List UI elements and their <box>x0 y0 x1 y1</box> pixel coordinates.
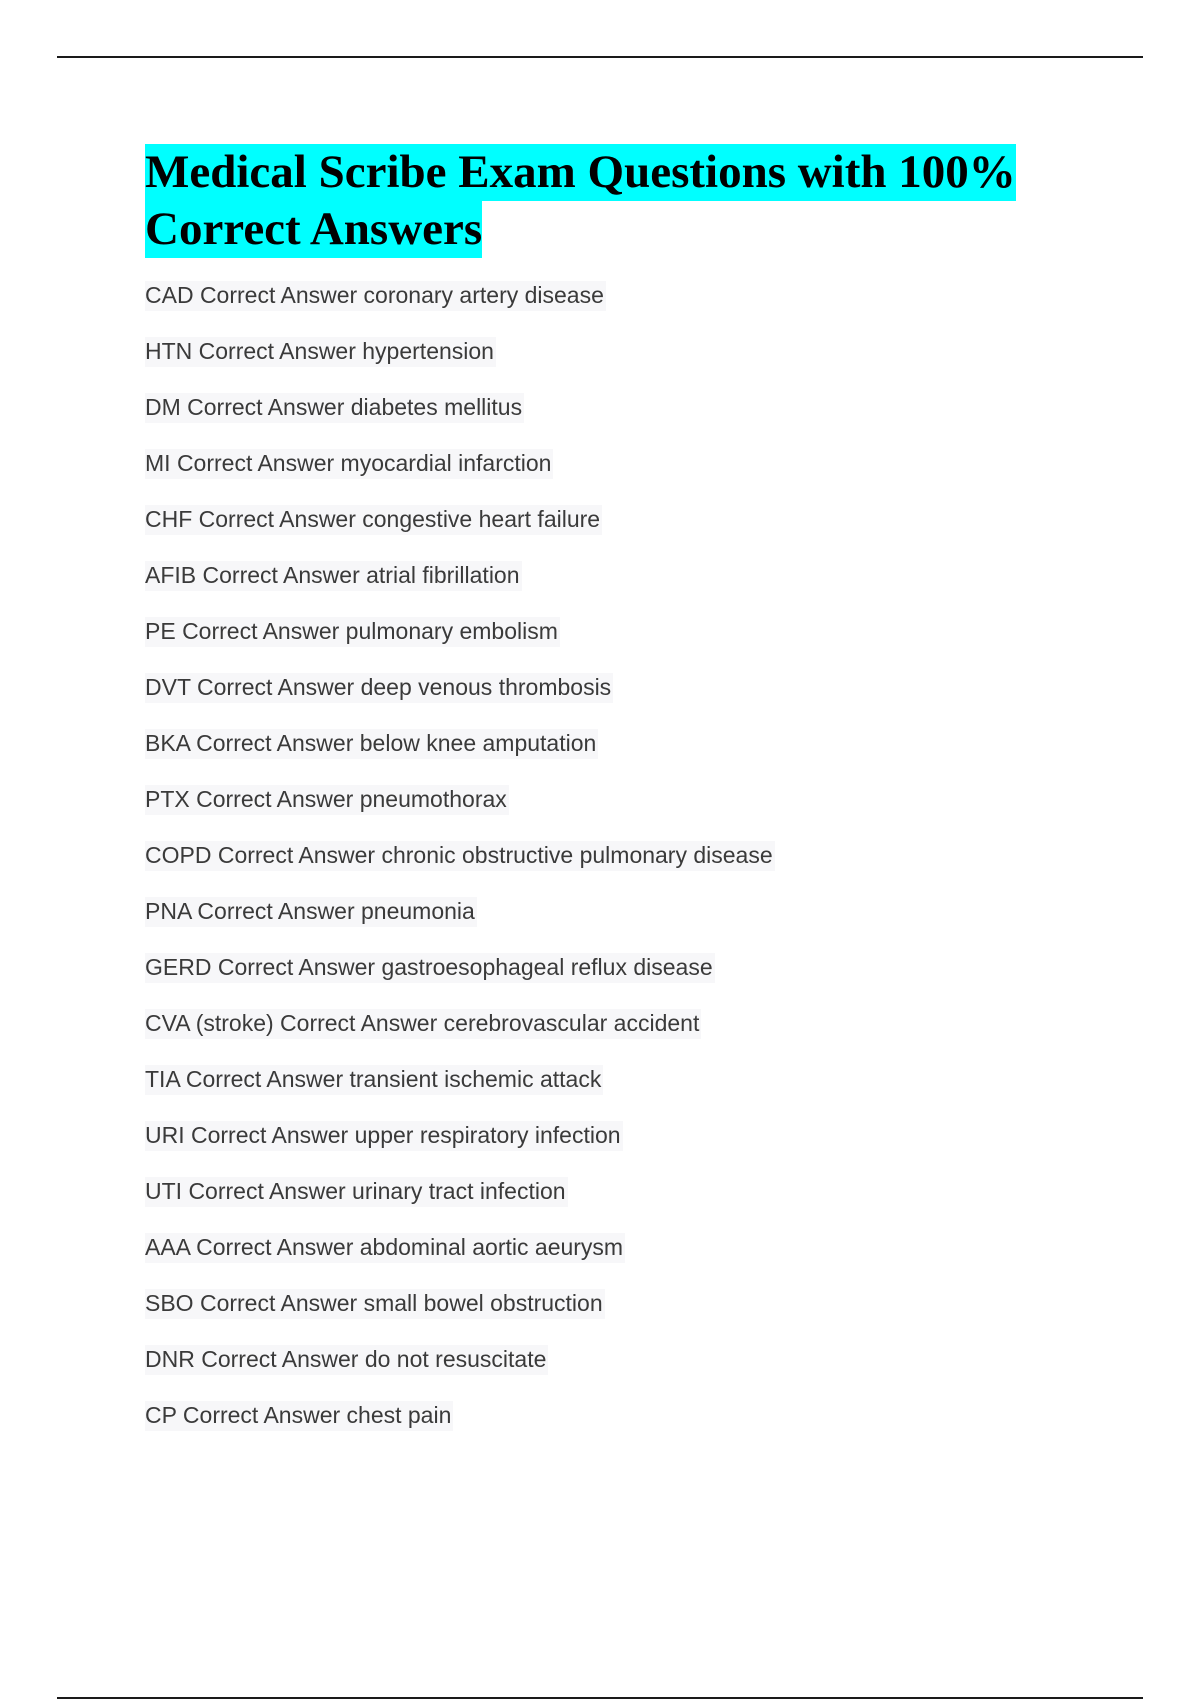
qa-item-tia: TIA Correct Answer transient ischemic attack <box>145 1064 1085 1120</box>
qa-item-afib: AFIB Correct Answer atrial fibrillation <box>145 560 1085 616</box>
qa-item-ptx: PTX Correct Answer pneumothorax <box>145 784 1085 840</box>
qa-item-dvt: DVT Correct Answer deep venous thrombosis <box>145 672 1085 728</box>
qa-item-pe: PE Correct Answer pulmonary embolism <box>145 616 1085 672</box>
qa-item-dnr: DNR Correct Answer do not resuscitate <box>145 1344 1085 1400</box>
qa-item-cva: CVA (stroke) Correct Answer cerebrovascular accident <box>145 1008 1085 1064</box>
qa-item-mi: MI Correct Answer myocardial infarction <box>145 448 1085 504</box>
bottom-rule <box>57 1697 1143 1699</box>
qa-item-chf: CHF Correct Answer congestive heart failure <box>145 504 1085 560</box>
qa-item-aaa: AAA Correct Answer abdominal aortic aeurysm <box>145 1232 1085 1288</box>
qa-item-sbo: SBO Correct Answer small bowel obstruction <box>145 1288 1085 1344</box>
qa-list <box>145 280 1085 1456</box>
qa-item-htn: HTN Correct Answer hypertension <box>145 336 1085 392</box>
qa-item-dm: DM Correct Answer diabetes mellitus <box>145 392 1085 448</box>
document-title <box>145 144 1085 258</box>
qa-item-cad: CAD Correct Answer coronary artery disease <box>145 280 1085 336</box>
top-rule <box>57 56 1143 58</box>
qa-item-cp: CP Correct Answer chest pain <box>145 1400 1085 1456</box>
qa-item-bka: BKA Correct Answer below knee amputation <box>145 728 1085 784</box>
qa-item-uti: UTI Correct Answer urinary tract infection <box>145 1176 1085 1232</box>
document-title-text: Medical Scribe Exam Questions with 100% Correct Answers <box>145 144 1016 258</box>
document-body <box>145 144 1085 1456</box>
qa-item-pna: PNA Correct Answer pneumonia <box>145 896 1085 952</box>
qa-item-uri: URI Correct Answer upper respiratory infection <box>145 1120 1085 1176</box>
qa-item-copd: COPD Correct Answer chronic obstructive pulmonary disease <box>145 840 1085 896</box>
qa-item-gerd: GERD Correct Answer gastroesophageal reflux disease <box>145 952 1085 1008</box>
